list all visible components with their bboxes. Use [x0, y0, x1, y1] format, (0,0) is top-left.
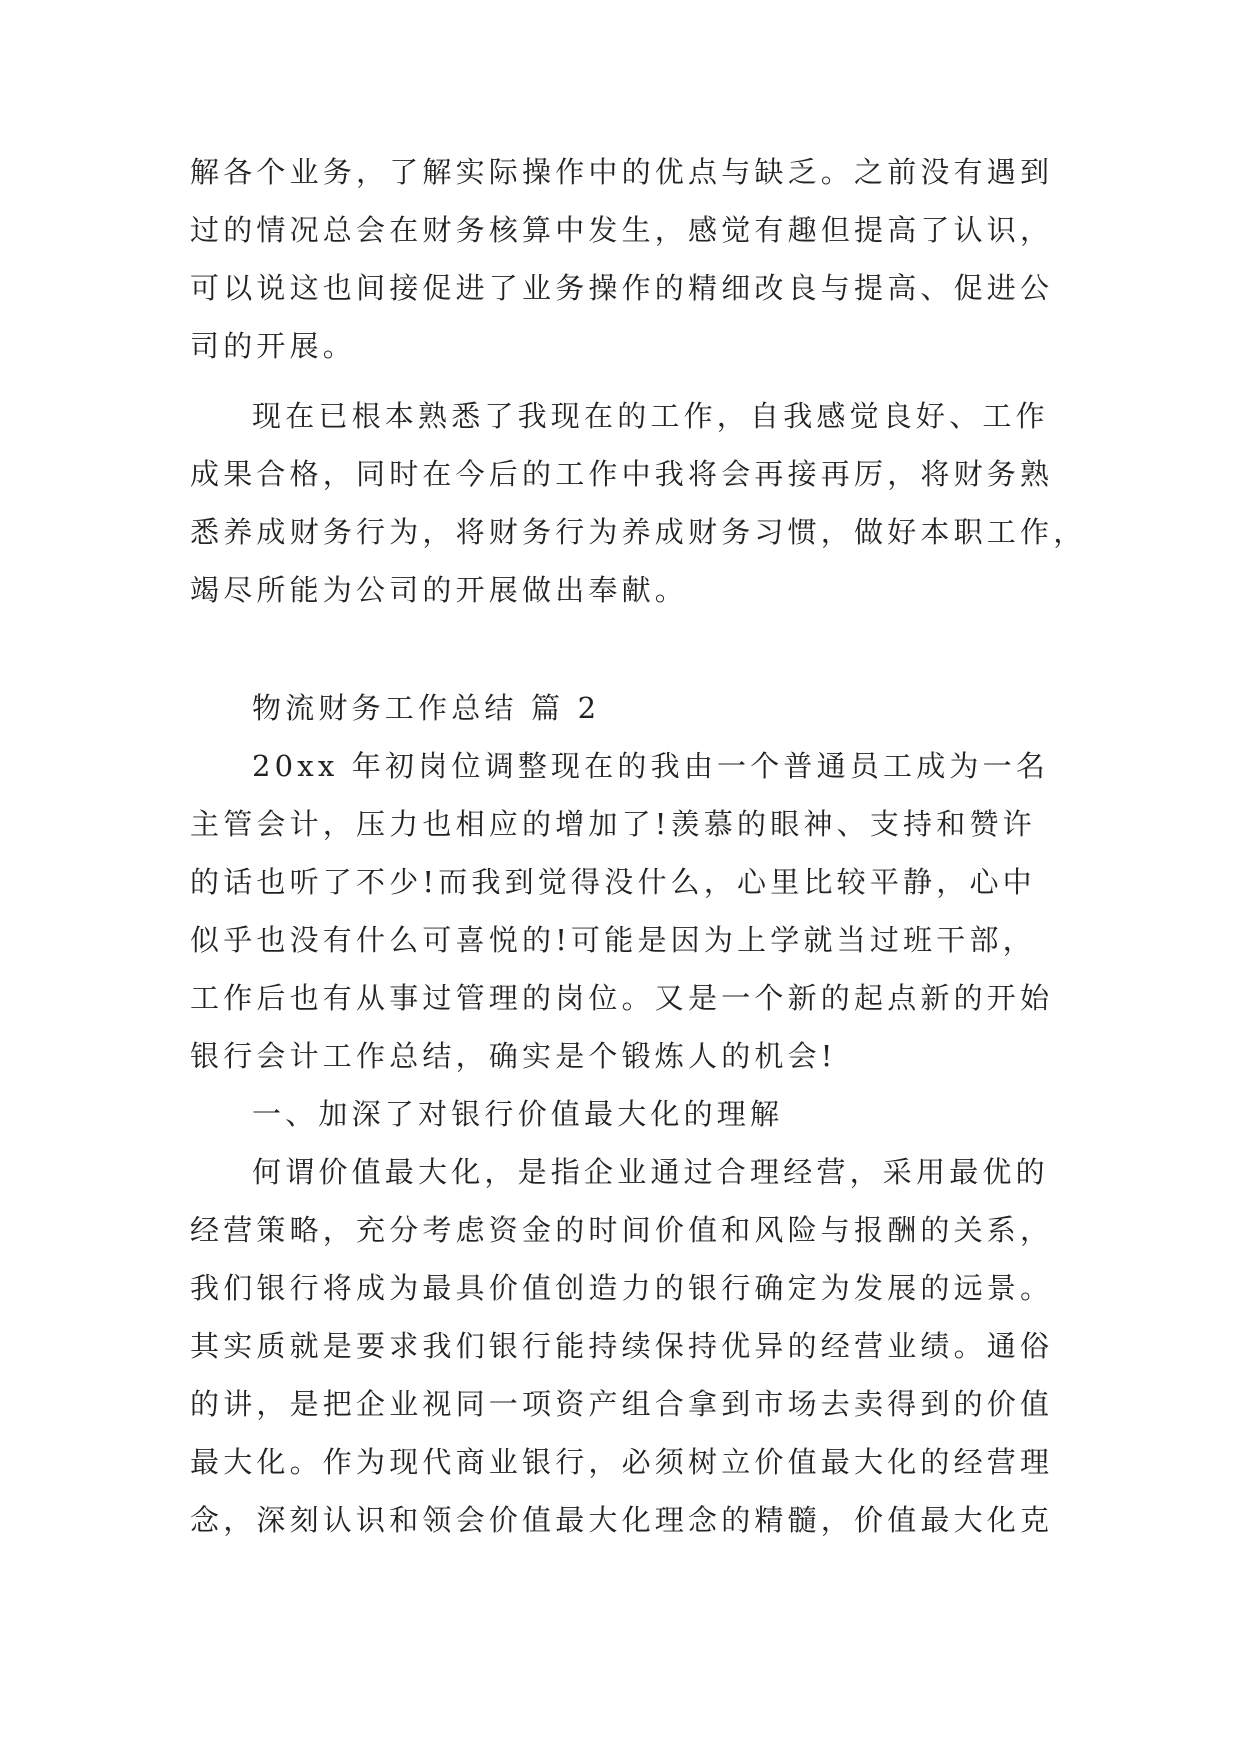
paragraph-line: 司的开展。 — [190, 329, 357, 363]
paragraph-line: 何谓价值最大化，是指企业通过合理经营，采用最优的 — [252, 1155, 1049, 1189]
paragraph-line: 的讲，是把企业视同一项资产组合拿到市场去卖得到的价值 — [190, 1387, 1054, 1421]
paragraph-line: 工作后也有从事过管理的岗位。又是一个新的起点新的开始 — [190, 981, 1054, 1015]
paragraph-line: 现在已根本熟悉了我现在的工作，自我感觉良好、工作 — [252, 399, 1049, 433]
paragraph-line: 银行会计工作总结，确实是个锻炼人的机会! — [190, 1039, 837, 1073]
paragraph-line: 其实质就是要求我们银行能持续保持优异的经营业绩。通俗 — [190, 1329, 1054, 1363]
section-heading: 物流财务工作总结 篇 2 — [252, 691, 601, 725]
paragraph-line: 可以说这也间接促进了业务操作的精细改良与提高、促进公 — [190, 271, 1054, 305]
paragraph-line: 解各个业务，了解实际操作中的优点与缺乏。之前没有遇到 — [190, 155, 1054, 189]
paragraph-line: 悉养成财务行为，将财务行为养成财务习惯，做好本职工作， — [190, 515, 1087, 549]
paragraph-line: 成果合格，同时在今后的工作中我将会再接再厉，将财务熟 — [190, 457, 1054, 491]
subsection-heading: 一、加深了对银行价值最大化的理解 — [252, 1097, 784, 1131]
paragraph-line: 主管会计，压力也相应的增加了!羡慕的眼神、支持和赞许 — [190, 807, 1036, 841]
paragraph-line: 念，深刻认识和领会价值最大化理念的精髓，价值最大化克 — [190, 1503, 1054, 1537]
paragraph-line: 经营策略，充分考虑资金的时间价值和风险与报酬的关系， — [190, 1213, 1054, 1247]
paragraph-line: 竭尽所能为公司的开展做出奉献。 — [190, 573, 689, 607]
paragraph-line: 最大化。作为现代商业银行，必须树立价值最大化的经营理 — [190, 1445, 1054, 1479]
paragraph-line: 过的情况总会在财务核算中发生，感觉有趣但提高了认识， — [190, 213, 1054, 247]
paragraph-line: 20xx 年初岗位调整现在的我由一个普通员工成为一名 — [252, 749, 1050, 783]
paragraph-line: 我们银行将成为最具价值创造力的银行确定为发展的远景。 — [190, 1271, 1054, 1305]
paragraph-line: 似乎也没有什么可喜悦的!可能是因为上学就当过班干部， — [190, 923, 1036, 957]
paragraph-line: 的话也听了不少!而我到觉得没什么，心里比较平静，心中 — [190, 865, 1036, 899]
